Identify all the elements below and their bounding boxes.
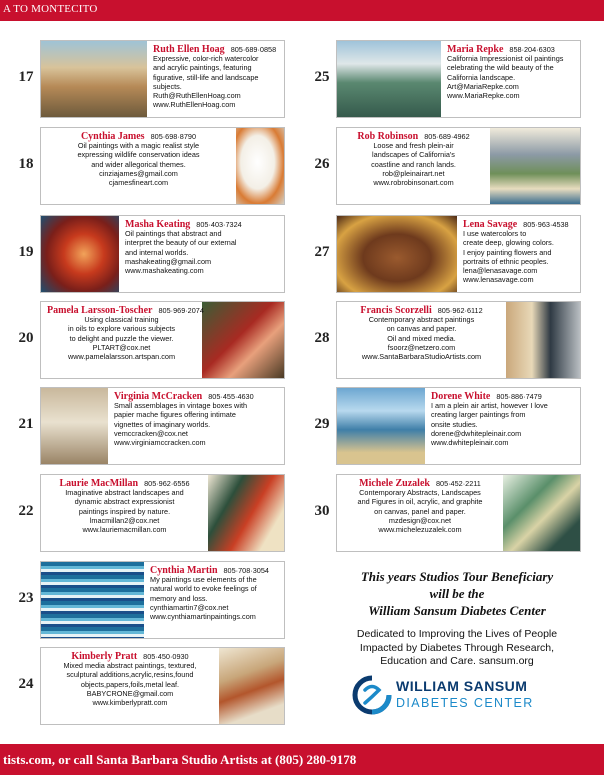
artist-description-line: subjects. [153, 81, 182, 91]
artist-number: 20 [18, 330, 34, 346]
artist-name: Masha Keating [125, 219, 191, 230]
artist-card [40, 301, 285, 379]
artist-website-link[interactable]: www.kimberlypratt.com [92, 698, 168, 708]
artist-description-line: natural world to evoke feelings of [150, 584, 257, 594]
artwork-image [490, 128, 580, 204]
bottom-banner-text: tists.com, or call Santa Barbara Studio Artists at (805) 280-9178 [3, 752, 357, 767]
artist-card [40, 474, 285, 552]
beneficiary-announcement [322, 568, 592, 669]
artist-phone: 805·886·7479 [496, 392, 542, 401]
artist-phone: 805·455·4630 [208, 392, 254, 401]
artwork-image [202, 302, 284, 378]
artist-website-link[interactable]: www.michelezuzalek.com [378, 525, 462, 535]
artist-info [125, 220, 278, 275]
beneficiary-description-line: Education and Care. sansum.org [380, 655, 534, 667]
artist-description-line: Using classical training [84, 315, 159, 325]
artist-heading [431, 392, 574, 401]
artist-description-line: Contemporary Abstracts, Landscapes [359, 488, 481, 498]
artist-description-line: interpret the beauty of our external [125, 238, 237, 248]
artist-description-line: California Impressionist oil paintings [447, 54, 564, 64]
artist-email-link[interactable]: vemccracken@cox.net [114, 428, 188, 438]
artist-phone: 805·689·4962 [424, 132, 470, 141]
artist-email-link[interactable]: cinziajames@gmail.com [99, 168, 178, 178]
artist-description-line: Oil paintings with a magic realist style [77, 141, 200, 151]
artist-name: Maria Repke [447, 44, 504, 55]
artist-description-line: vignettes of imaginary worlds. [114, 419, 211, 429]
artist-phone: 805·969·2074 [158, 306, 204, 315]
artist-info [447, 45, 574, 100]
beneficiary-description-line: Dedicated to Improving the Lives of People [356, 628, 558, 640]
artist-email-link[interactable]: lmacmillan2@cox.net [89, 515, 160, 525]
artist-description-line: sculptural additions,acrylic,resins,found [66, 670, 194, 680]
artist-name: Rob Robinson [357, 131, 419, 142]
artwork-image [41, 562, 144, 638]
artist-info [343, 306, 500, 361]
artwork-image [506, 302, 580, 378]
artwork-image [41, 216, 119, 292]
artist-number: 29 [314, 416, 330, 432]
top-banner [0, 0, 604, 21]
artist-email-link[interactable]: BABYCRONE@gmail.com [86, 688, 174, 698]
artist-description-line: Oil paintings that abstract and [125, 229, 222, 239]
artist-description-line: expressing wildlife conservation ideas [77, 150, 200, 160]
artist-info [431, 392, 574, 447]
artist-heading [47, 652, 213, 661]
artist-name: Laurie MacMillan [59, 478, 139, 489]
artist-description-line: Expressive, color-rich watercolor [153, 54, 259, 64]
artist-phone: 805·689·0858 [230, 45, 277, 54]
artist-description-line: I am a plein air artist, however I love [431, 401, 548, 411]
artist-info [343, 479, 497, 534]
artist-website-link[interactable]: www.lauriemacmillan.com [82, 525, 167, 535]
artist-card [40, 387, 285, 465]
artist-description-line: figurative, still-life and landscape [153, 72, 259, 82]
artist-description-line: create deep, glowing colors. [463, 238, 554, 248]
artist-number: 30 [314, 503, 330, 519]
artist-card [336, 215, 581, 293]
artist-card [40, 40, 285, 118]
artist-heading [150, 566, 278, 575]
artist-description-line: dynamic abstract expressionist [74, 497, 175, 507]
artist-website-link[interactable]: www.pamelalarsson.artspan.com [67, 352, 176, 362]
artist-heading [343, 132, 484, 141]
artist-description-line: Contemporary abstract paintings [368, 315, 475, 325]
artist-email-link[interactable]: mashakeating@gmail.com [125, 256, 212, 266]
artist-phone: 805·962·6556 [144, 479, 190, 488]
artist-email-link[interactable]: Art@MariaRepke.com [447, 81, 519, 91]
artwork-image [337, 41, 441, 117]
artist-email-link[interactable]: rob@pleinairart.net [382, 168, 445, 178]
artist-phone: 805·403·7324 [196, 220, 242, 229]
artist-heading [114, 392, 278, 401]
artist-phone: 805·708·3054 [223, 566, 269, 575]
artist-phone: 805·963·4538 [523, 220, 569, 229]
artist-description-line: portraits of ethnic peoples. [463, 256, 549, 266]
artist-email-link[interactable]: fsoorz@netzero.com [387, 342, 456, 352]
artist-heading [125, 220, 278, 229]
artist-heading [47, 305, 204, 316]
artist-description-line: Imaginative abstract landscapes and [65, 488, 184, 498]
artist-heading [47, 479, 202, 488]
artist-name: Cynthia James [80, 131, 145, 142]
artist-description-line: papier mache figures offering intimate [114, 410, 236, 420]
artist-phone: 805·450·0930 [143, 652, 189, 661]
artist-number: 22 [18, 503, 34, 519]
artist-card [40, 215, 285, 293]
artist-name: Ruth Ellen Hoag [153, 44, 225, 55]
artist-name: Kimberly Pratt [71, 651, 138, 662]
artist-description-line: onsite studies. [431, 419, 478, 429]
artwork-image [337, 216, 457, 292]
artist-phone: 805·962·6112 [437, 306, 483, 315]
artist-description-line: Oil and mixed media. [387, 333, 456, 343]
artwork-image [41, 41, 147, 117]
artist-name: Michele Zuzalek [359, 478, 430, 489]
sansum-logo-mark-icon [352, 675, 392, 715]
artist-name: Cynthia Martin [150, 565, 218, 576]
artist-description-line: on canvas and paper. [386, 324, 457, 334]
artist-phone: 805·698·8790 [150, 132, 197, 141]
artist-card [336, 127, 581, 205]
artist-info [47, 652, 213, 707]
artist-number: 23 [18, 590, 34, 606]
artist-description-line: and internal worlds. [125, 247, 189, 257]
artist-website-link[interactable]: www.mashakeating.com [125, 266, 204, 276]
artist-info [47, 479, 202, 534]
artwork-image [337, 388, 425, 464]
artist-email-link[interactable]: Ruth@RuthEllenHoag.com [153, 91, 241, 101]
artist-description-line: celebrating the wild beauty of the [447, 63, 554, 73]
artist-email-link[interactable]: PLTART@cox.net [92, 342, 151, 352]
artist-description-line: on canvas, panel and paper. [374, 506, 466, 516]
artist-description-line: Small assemblages in vintage boxes with [114, 401, 248, 411]
artist-description-line: paintings inspired by nature. [78, 506, 171, 516]
artist-description-line: I use watercolors to [463, 229, 527, 239]
artist-website-link[interactable]: www.cynthiamartinpaintings.com [150, 612, 256, 622]
artist-name: Dorene White [431, 391, 491, 402]
artwork-image [503, 475, 580, 551]
artist-email-link[interactable]: dorene@dwhitepleinair.com [431, 428, 522, 438]
artist-heading [463, 220, 574, 229]
artist-number: 19 [18, 244, 34, 260]
artist-email-link[interactable]: mzdesign@cox.net [388, 515, 452, 525]
artist-website-link[interactable]: www.lenasavage.com [463, 275, 534, 285]
artist-phone: 858·204·6303 [509, 45, 555, 54]
artwork-image [41, 388, 108, 464]
artist-phone: 805·452·2211 [435, 479, 481, 488]
beneficiary-title-line: William Sansum Diabetes Center [368, 603, 546, 618]
artist-name: Pamela Larsson-Toscher [47, 305, 153, 316]
artist-info [463, 220, 574, 284]
artist-number: 26 [314, 156, 330, 172]
artist-email-link[interactable]: cynthiamartin7@cox.net [150, 602, 229, 612]
artist-heading [447, 45, 574, 54]
artist-info [47, 132, 230, 187]
artist-description-line: creating larger paintings from [431, 410, 526, 420]
artist-description-line: and Figures in oil, acrylic, and graphite [357, 497, 483, 507]
artist-number: 27 [314, 244, 330, 260]
artist-email-link[interactable]: lena@lenasavage.com [463, 266, 538, 276]
artist-description-line: memory and loss. [150, 593, 208, 603]
bottom-banner [0, 744, 604, 775]
artist-website-link[interactable]: www.virginiamccracken.com [114, 438, 206, 448]
artist-website-link[interactable]: www.MariaRepke.com [447, 91, 520, 101]
artist-card [336, 40, 581, 118]
artist-description-line: and acrylic paintings, featuring [153, 63, 252, 73]
artist-info [343, 132, 484, 187]
artist-info [150, 566, 278, 621]
artist-heading [343, 479, 497, 488]
artist-website-link[interactable]: www.RuthEllenHoag.com [153, 100, 236, 110]
artist-description-line: in oils to explore various subjects [67, 324, 176, 334]
logo-wordmark-line2: DIABETES CENTER [396, 696, 534, 710]
beneficiary-title-line: will be the [429, 586, 485, 601]
artist-description-line: to delight and puzzle the viewer. [69, 333, 174, 343]
artist-card [336, 387, 581, 465]
artist-description-line: coastline and ranch lands. [371, 159, 456, 169]
artist-info [153, 45, 278, 109]
artist-name: Virginia McCracken [114, 391, 203, 402]
artist-card [40, 127, 285, 205]
artist-info [114, 392, 278, 447]
artist-name: Francis Scorzelli [360, 305, 432, 316]
artist-name: Lena Savage [463, 219, 518, 230]
artist-description-line: and wider allegorical themes. [91, 159, 186, 169]
artist-number: 24 [18, 676, 34, 692]
logo-wordmark-line1: WILLIAM SANSUM [396, 678, 528, 694]
artist-description-line: objects,papers,foils,metal leaf. [80, 679, 180, 689]
beneficiary-description-line: Impacted by Diabetes Through Research, [359, 641, 555, 654]
artist-website-link[interactable]: www.dwhitepleinair.com [431, 438, 509, 448]
top-banner-text: A TO MONTECITO [3, 3, 98, 15]
artist-card [40, 647, 285, 725]
artist-heading [343, 306, 500, 315]
artist-heading [47, 132, 230, 141]
artist-heading [153, 45, 278, 54]
artist-card [336, 474, 581, 552]
artist-number: 28 [314, 330, 330, 346]
artist-description-line: My paintings use elements of the [150, 575, 257, 585]
artist-website-link[interactable]: www.SantaBarbaraStudioArtists.com [361, 352, 482, 362]
beneficiary-title-line: This years Studios Tour Beneficiary [360, 569, 554, 584]
artwork-image [236, 128, 284, 204]
artist-website-link[interactable]: cjamesfineart.com [108, 178, 169, 188]
artist-number: 17 [18, 69, 34, 85]
artist-description-line: I enjoy painting flowers and [463, 247, 552, 257]
artwork-image [208, 475, 284, 551]
artist-website-link[interactable]: www.robrobinsonart.com [373, 178, 454, 188]
artist-description-line: Loose and fresh plein-air [373, 141, 454, 151]
artwork-image [219, 648, 284, 724]
artist-description-line: California landscape. [447, 72, 516, 82]
artist-info [47, 305, 204, 362]
artist-number: 25 [314, 69, 330, 85]
artist-number: 18 [18, 156, 34, 172]
artist-number: 21 [18, 416, 34, 432]
artist-card [336, 301, 581, 379]
artist-description-line: Mixed media abstract paintings, textured, [63, 661, 197, 671]
sansum-logo [352, 674, 562, 716]
artist-card [40, 561, 285, 639]
artist-description-line: landscapes of California's [372, 150, 455, 160]
